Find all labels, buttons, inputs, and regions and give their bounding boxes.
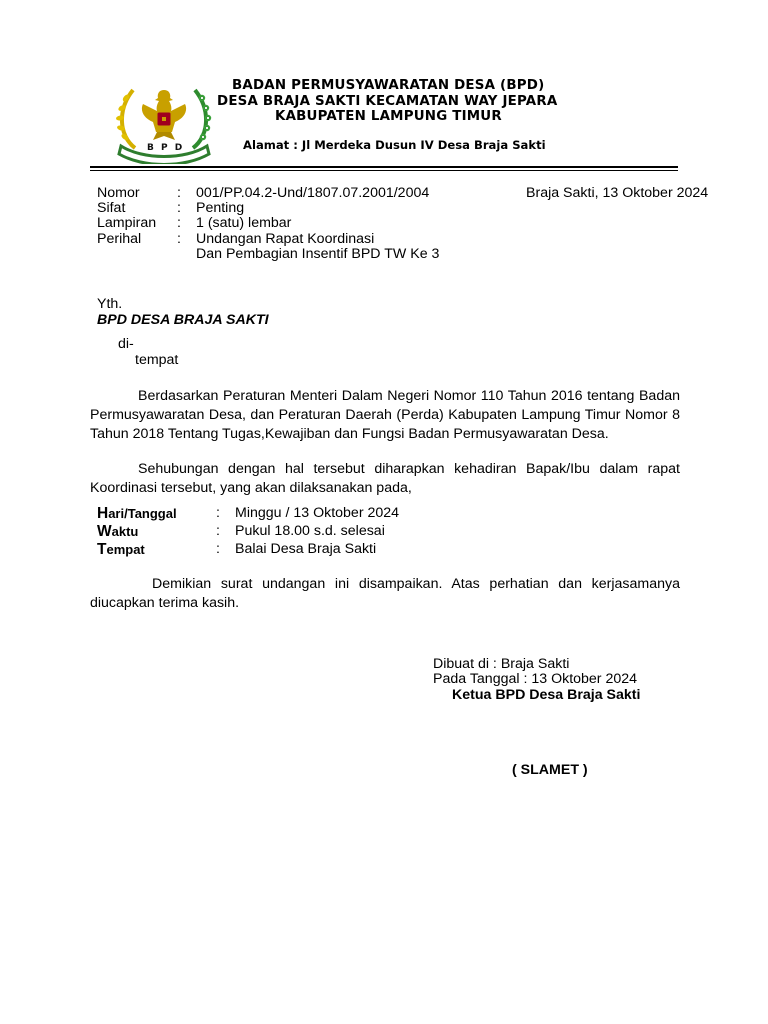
schedule-value-day: Minggu / 13 Oktober 2024 — [235, 505, 400, 521]
place-date: Braja Sakti, 13 Oktober 2024 — [526, 185, 709, 201]
lampiran-sep: : — [177, 215, 181, 231]
sifat-value: Penting — [196, 200, 245, 216]
schedule-sep-place: : — [216, 541, 220, 557]
sifat-label: Sifat — [97, 200, 126, 216]
sifat-sep: : — [177, 200, 181, 216]
schedule-value-time: Pukul 18.00 s.d. selesai — [235, 523, 385, 539]
body-paragraph-1 — [90, 387, 680, 444]
header-address: Alamat : Jl Merdeka Dusun IV Desa Braja Sakti — [243, 138, 546, 152]
schedule-label-time: Waktu — [97, 523, 139, 540]
perihal-value-line2: Dan Pembagian Insentif BPD TW Ke 3 — [196, 246, 440, 262]
schedule-sep-time: : — [216, 523, 220, 539]
nomor-label: Nomor — [97, 185, 140, 201]
schedule-value-place: Balai Desa Braja Sakti — [235, 541, 377, 557]
signature-name: ( SLAMET ) — [512, 762, 588, 778]
body-paragraph-2 — [90, 460, 680, 498]
nomor-sep: : — [177, 185, 181, 201]
signature-date: Pada Tanggal : 13 Oktober 2024 — [433, 671, 638, 687]
recipient-yth: Yth. — [97, 296, 123, 312]
recipient-di: di- — [118, 336, 134, 352]
body-paragraph-3-text: Demikian surat undangan ini disampaikan. Atas perhatian dan kerjasamanya diucapkan terima kasih. — [90, 576, 680, 611]
recipient-name: BPD DESA BRAJA SAKTI — [97, 312, 269, 328]
perihal-label: Perihal — [97, 231, 142, 247]
header-line-3: KABUPATEN LAMPUNG TIMUR — [275, 109, 502, 124]
schedule-sep-day: : — [216, 505, 220, 521]
logo-ribbon-text: B P D — [147, 143, 185, 153]
perihal-sep: : — [177, 231, 181, 247]
header-line-1: BADAN PERMUSYAWARATAN DESA (BPD) — [232, 78, 545, 93]
header-divider-thick — [90, 166, 678, 168]
recipient-tempat: tempat — [135, 352, 179, 368]
perihal-value: Undangan Rapat Koordinasi — [196, 231, 375, 247]
body-paragraph-1-text: Berdasarkan Peraturan Menteri Dalam Negeri Nomor 110 Tahun 2016 tentang Badan Permusyawaratan Desa, dan Peraturan Daerah (Perda) Kabupaten Lampung Timur Nomor 8 Tahun 2018 Tentang Tugas,Kewajiban dan Fungsi Badan Permusyawaratan Desa. — [90, 388, 680, 442]
signature-made-at: Dibuat di : Braja Sakti — [433, 656, 570, 672]
header-divider-thin — [90, 170, 678, 171]
header-line-2: DESA BRAJA SAKTI KECAMATAN WAY JEPARA — [217, 94, 558, 109]
schedule-label-day: Hari/Tanggal — [97, 505, 177, 522]
bpd-logo — [113, 80, 215, 164]
signature-title: Ketua BPD Desa Braja Sakti — [452, 687, 641, 703]
body-paragraph-2-text: Sehubungan dengan hal tersebut diharapkan kehadiran Bapak/Ibu dalam rapat Koordinasi tersebut, yang akan dilaksanakan pada, — [90, 461, 680, 496]
lampiran-label: Lampiran — [97, 215, 157, 231]
schedule-label-place: Tempat — [97, 541, 145, 558]
lampiran-value: 1 (satu) lembar — [196, 215, 292, 231]
nomor-value: 001/PP.04.2-Und/1807.07.2001/2004 — [196, 185, 430, 201]
body-paragraph-3 — [90, 575, 680, 613]
